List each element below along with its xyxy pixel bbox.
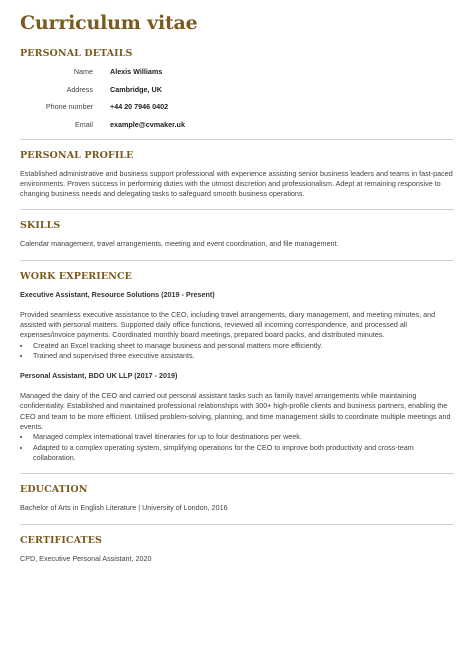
education-heading: EDUCATION [20,484,88,496]
job-entry [20,371,454,463]
page-title: Curriculum vitae [20,12,198,34]
skills-heading: SKILLS [20,220,61,232]
personal-profile-heading: PERSONAL PROFILE [20,149,134,161]
certificates-text: CPD, Executive Personal Assistant, 2020 [20,553,152,563]
job-entry [20,290,454,361]
detail-value-email: example@cvmaker.uk [110,119,185,129]
job-description: Provided seamless executive assistance to the CEO, including travel arrangements, diary management, and meeting minutes, and assisted with personal matters. Supported daily office functions, reviewed all incoming correspondence, and processed all expenses/invoice payments. Coordinated monthly board meetings, prepared board packs, and distributed minutes. [20,309,436,340]
certificates-section [20,535,454,574]
job-bullet: • Managed complex international travel itineraries for up to four destinations per week. [31,432,454,442]
job-title: Executive Assistant, Resource Solutions (2019 - Present) [20,289,215,299]
job-bullets [20,432,454,463]
job-bullet: • Adapted to a complex operating system, simplifying operations for the CEO to improve both productivity and cross-team collaboration. [31,443,454,464]
profile-text: Established administrative and business support professional with experience assisting senior business leaders and teams in fast-paced environments. Proven success in performing duties with the utmost discretion and professionalism. Adept at remaining responsive to changing business needs and delegating tasks to safeguard smooth business operations. [20,168,453,199]
personal-profile-section [20,150,454,211]
detail-value-phone: +44 20 7946 0402 [110,102,169,111]
detail-label-address: Address [66,84,93,94]
work-experience-heading: WORK EXPERIENCE [20,270,132,282]
certificates-heading: CERTIFICATES [20,534,103,546]
job-bullets [20,341,454,362]
detail-value-address: Cambridge, UK [110,84,162,94]
skills-text: Calendar management, travel arrangements, meeting and event coordination, and file management. [20,239,339,249]
job-bullet: • Created an Excel tracking sheet to manage business and personal matters more efficiently. [31,341,454,351]
personal-details-list [20,67,454,129]
detail-value-name: Alexis Williams [110,67,163,76]
job-bullet: • Trained and supervised three executive assistants. [31,351,454,361]
job-description: Managed the dairy of the CEO and carried out personal assistant tasks such as family travel arrangements while maintaining confidentiality. Established and maintained professional relationships with 300+ high-profile clients and business partners, enabling the CEO and team to be more efficient. Utilised problem-solving, planning, and time management skills to coordinate multiple meetings and events. [20,391,451,432]
personal-details-heading: PERSONAL DETAILS [20,48,133,59]
education-text: Bachelor of Arts in English Literature | University of London, 2016 [20,503,228,513]
detail-label-phone: Phone number [45,102,93,111]
detail-label-name: Name [73,67,93,76]
education-section [20,484,454,524]
detail-label-email: Email [75,119,93,129]
personal-details-section [20,48,454,140]
job-title: Personal Assistant, BDO UK LLP (2017 - 2019) [20,371,178,381]
work-experience-section [20,271,454,475]
skills-section [20,220,454,260]
